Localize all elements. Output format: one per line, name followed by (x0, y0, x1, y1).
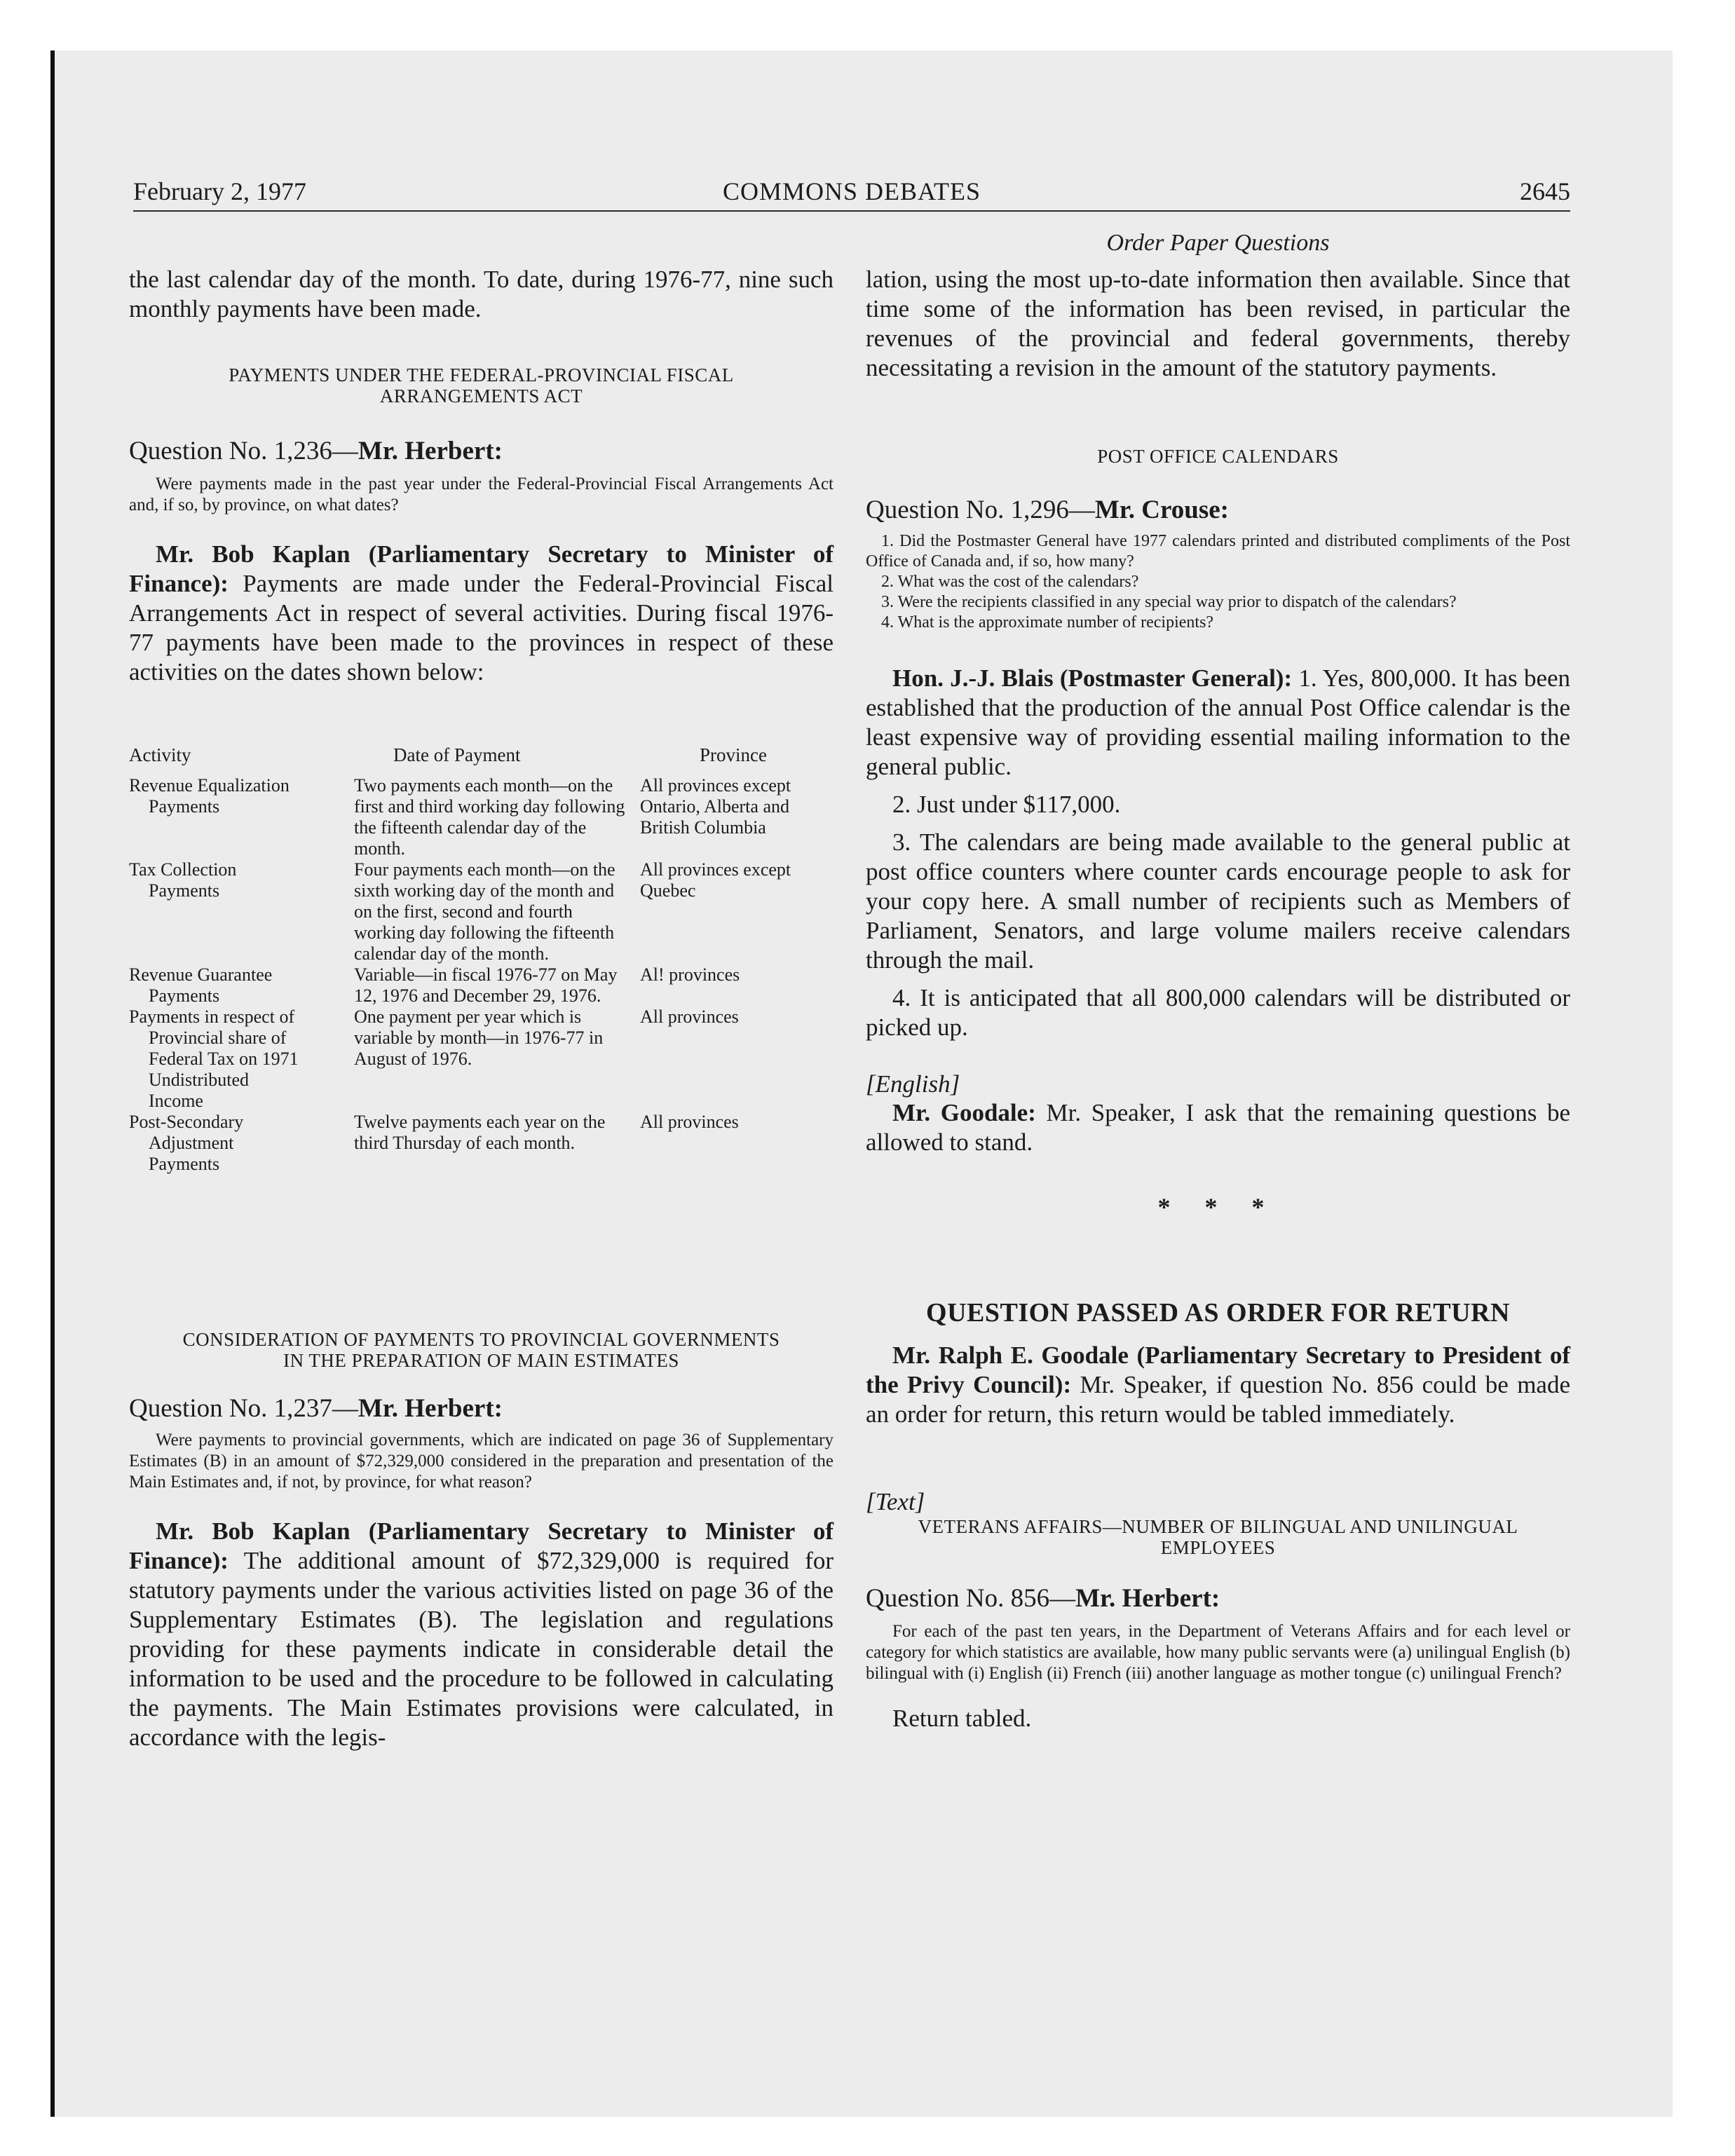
section-heading: PAYMENTS UNDER THE FEDERAL-PROVINCIAL FISCAL ARRANGEMENTS ACT (229, 364, 734, 407)
answer-paragraph: Mr. Bob Kaplan (Parliamentary Secretary to Minister of Finance): The additional amount of $72,329,000 is required for statutory payments under the various activities listed on page 36 of the Supplementary Estimates (B). The legislation and regulations providing for these payments indicate in considerable detail the information to be used and the procedure to be followed in calculating the payments. The Main Estimates provisions were calculated, in accordance with the legis- (129, 1517, 834, 1751)
page-number: 2645 (1520, 177, 1570, 205)
table-row (129, 1007, 834, 1112)
speech-paragraph: Mr. Ralph E. Goodale (Parliamentary Secretary to President of the Privy Council): Mr. Speaker, if question No. 856 could be made an order for return, this return would be tabled immediately. (866, 1342, 1571, 1428)
intro-paragraph: the last calendar day of the month. To date, during 1976-77, nine such monthly payments have been made. (129, 266, 834, 322)
column-header-province: Province (700, 744, 767, 765)
table-row (129, 1112, 834, 1175)
section-separator: * * * (1157, 1193, 1279, 1221)
question-text: Were payments made in the past year under the Federal-Provincial Fiscal Arrangements Act and, if so, by province, on what dates? (129, 475, 834, 514)
return-note: Return tabled. (892, 1705, 1032, 1732)
list-item: 3. Were the recipients classified in any special way prior to dispatch of the calendars? (881, 593, 1457, 611)
language-marker: [Text] (866, 1488, 925, 1515)
question-list (866, 531, 1570, 633)
question-title: Question No. 1,236—Mr. Herbert: (129, 437, 503, 465)
question-title: Question No. 1,237—Mr. Herbert: (129, 1394, 503, 1423)
table-header-row (129, 744, 834, 775)
province-cell: All provinces except Ontario, Alberta and British Columbia (640, 775, 791, 838)
speaker-name: Mr. Bob Kaplan (Parliamentary Secretary to Minister of Finance): (129, 1517, 834, 1574)
table-row (129, 964, 834, 1007)
speaker-name: Mr. Ralph E. Goodale (Parliamentary Secretary to President of the Privy Council): (866, 1342, 1570, 1398)
section-heading: CONSIDERATION OF PAYMENTS TO PROVINCIAL GOVERNMENTS IN THE PREPARATION OF MAIN ESTIMATES (182, 1329, 780, 1371)
list-item: 1. Did the Postmaster General have 1977 calendars printed and distributed compliments of the Post Office of Canada and, if so, how many? (866, 532, 1570, 571)
province-cell: All provinces except Quebec (640, 859, 791, 901)
left-column (129, 265, 834, 1752)
question-text: Were payments to provincial governments, which are indicated on page 36 of Supplementary Estimates (B) in an amount of $72,329,000 considered in the preparation and presentation of the Main Estimates and, if not, by province, for what reason? (129, 1431, 834, 1492)
column-header-activity: Activity (129, 744, 191, 765)
page-header (133, 174, 1570, 212)
list-item: 2. What was the cost of the calendars? (881, 573, 1139, 591)
section-heading: VETERANS AFFAIRS—NUMBER OF BILINGUAL AND UNILINGUAL EMPLOYEES (918, 1516, 1518, 1558)
answer-paragraph: 2. Just under $117,000. (892, 791, 1121, 818)
language-marker: [English] (866, 1070, 960, 1098)
province-cell: All provinces (640, 1007, 739, 1027)
date-cell: One payment per year which is variable by month—in 1976-77 in August of 1976. (354, 1007, 604, 1069)
question-title: Question No. 856—Mr. Herbert: (866, 1584, 1220, 1613)
question-text: For each of the past ten years, in the Department of Veterans Affairs and for each level or category for which statistics are available, how many public servants were (a) unilingual English (b) bilingual with (i) English (ii) French (iii) another language as mother tongue (c) unilingual French? (866, 1622, 1570, 1683)
date-cell: Two payments each month—on the first and third working day following the fifteenth calendar day of the month. (354, 775, 625, 859)
activity-cell: Post-Secondary Adjustment Payments (129, 1112, 244, 1174)
answer-paragraph: 4. It is anticipated that all 800,000 calendars will be distributed or picked up. (866, 984, 1570, 1041)
province-cell: Al! provinces (640, 964, 740, 985)
date-cell: Four payments each month—on the sixth working day of the month and on the first, second and fourth working day following the fifteenth calendar day of the month. (354, 859, 615, 964)
payments-table (129, 744, 834, 1175)
activity-cell: Payments in respect of Provincial share of Federal Tax on 1971 Undistributed Income (129, 1007, 299, 1111)
date-cell: Variable—in fiscal 1976-77 on May 12, 1976 and December 29, 1976. (354, 964, 618, 1006)
speaker-name: Mr. Bob Kaplan (Parliamentary Secretary to Minister of Finance): (129, 540, 834, 597)
section-heading: QUESTION PASSED AS ORDER FOR RETURN (926, 1298, 1510, 1328)
answer-paragraph: Mr. Bob Kaplan (Parliamentary Secretary to Minister of Finance): Payments are made under the Federal-Provincial Fiscal Arrangements Act in respect of several activities. During fiscal 1976-77 payments have been made to the provinces in respect of these activities on the dates shown below: (129, 540, 834, 685)
question-title: Question No. 1,296—Mr. Crouse: (866, 496, 1229, 524)
activity-cell: Tax Collection Payments (129, 859, 237, 901)
header-title: COMMONS DEBATES (722, 177, 981, 205)
speech-paragraph: Mr. Goodale: Mr. Speaker, I ask that the remaining questions be allowed to stand. (866, 1099, 1570, 1156)
answer-paragraph: 3. The calendars are being made available to the general public at post office counters where counter cards encourage people to ask for your copy here. A small number of recipients such as Members of Parliament, Senators, and large volume mailers receive calendars through the mail. (866, 828, 1570, 974)
province-cell: All provinces (640, 1112, 739, 1132)
speaker-name: Mr. Goodale: (892, 1099, 1036, 1126)
table-row (129, 775, 834, 859)
answer-paragraph: Hon. J.-J. Blais (Postmaster General): 1. Yes, 800,000. It has been established that the production of the annual Post Office calendar is the least expensive way of providing essential mailing information to the general public. (866, 664, 1571, 780)
list-item: 4. What is the approximate number of recipients? (881, 613, 1214, 632)
column-header-date: Date of Payment (393, 744, 521, 765)
date-cell: Twelve payments each year on the third Thursday of each month. (354, 1112, 606, 1153)
section-heading: POST OFFICE CALENDARS (1097, 446, 1339, 467)
header-date: February 2, 1977 (133, 177, 306, 205)
speaker-name: Hon. J.-J. Blais (Postmaster General): (892, 664, 1293, 692)
activity-cell: Revenue Equalization Payments (129, 775, 290, 817)
continuation-paragraph: lation, using the most up-to-date information then available. Since that time some of the information has been revised, in particular the revenues of the provincial and federal governments, thereby necessitating a revision in the amount of the statutory payments. (866, 266, 1570, 381)
activity-cell: Revenue Guarantee Payments (129, 964, 273, 1006)
table-row (129, 859, 834, 964)
running-head: Order Paper Questions (1106, 230, 1330, 256)
right-column (866, 265, 1570, 1733)
